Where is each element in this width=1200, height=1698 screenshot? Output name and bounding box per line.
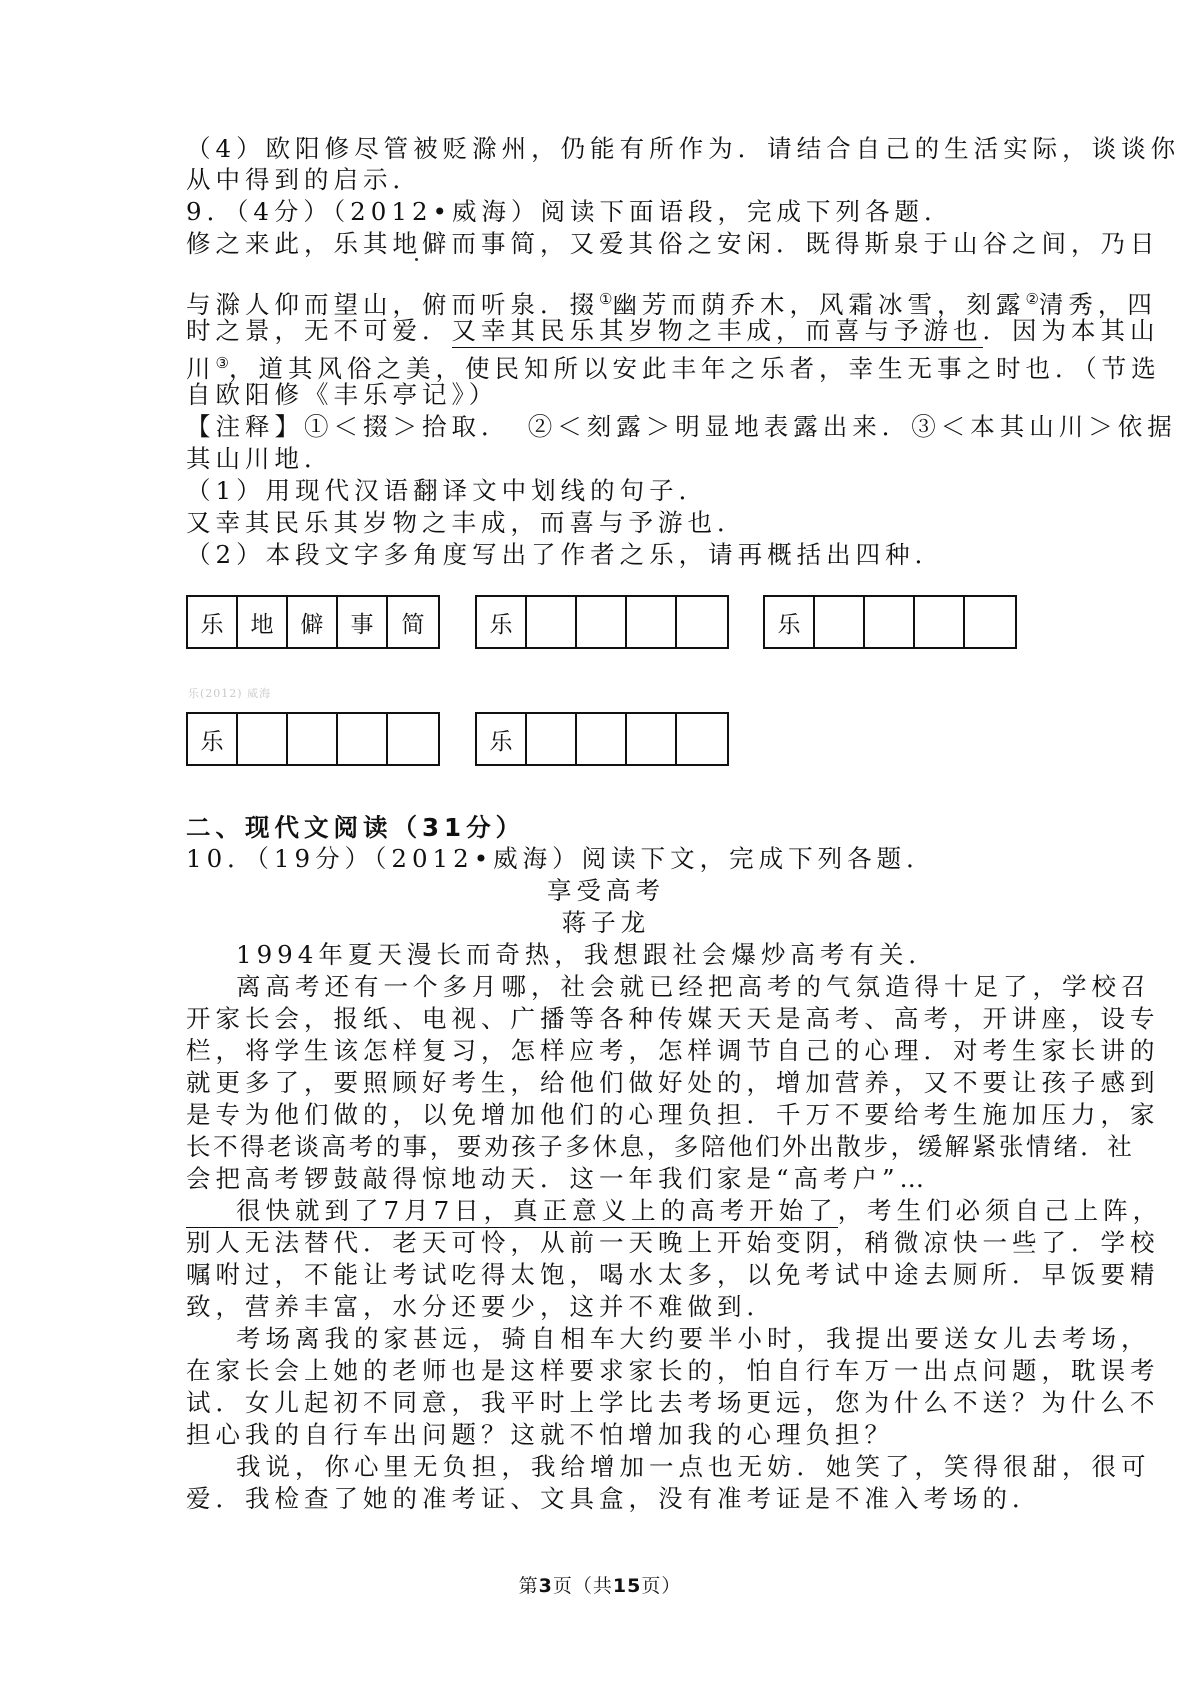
- article-line: 嘱咐过，不能让考试吃得太饱，喝水太多，以免考试中途去厕所．早饭要精: [186, 1260, 1160, 1289]
- grid-cell[interactable]: [915, 597, 965, 647]
- grid-cell[interactable]: [238, 714, 288, 764]
- passage-text: 川: [186, 354, 216, 384]
- article-line: 栏，将学生该怎样复习，怎样应考，怎样调节自己的心理．对考生家长讲的: [186, 1036, 1160, 1065]
- grid-cell[interactable]: 乐: [188, 714, 238, 764]
- grid-cell[interactable]: [627, 597, 677, 647]
- underlined-sentence: 很快就到了7月7日，真正意义上的高考开始了: [186, 1195, 838, 1228]
- footnote-mark: ①: [599, 290, 613, 308]
- q9-passage-line3: [186, 315, 1160, 348]
- footer-total-pages: 15: [612, 1575, 642, 1597]
- grid-cell[interactable]: [677, 714, 727, 764]
- section-title: 二、现代文阅读（31分）: [186, 813, 526, 842]
- article-line-underlined: [186, 1195, 1163, 1228]
- passage-text: 与滁人仰而望山，俯而听泉．掇: [186, 290, 599, 320]
- faint-watermark-text: 乐(2012) 威海: [188, 687, 272, 700]
- q9-heading: 9．（4分）（2012•威海）阅读下面语段，完成下列各题．: [186, 197, 954, 226]
- article-line: 会把高考锣鼓敲得惊地动天．这一年我们家是“高考户”…: [186, 1164, 930, 1193]
- print-speck: [415, 258, 418, 261]
- passage-text: 时之景，无不可爱．: [186, 316, 452, 345]
- article-line: 1994年夏天漫长而奇热，我想跟社会爆炒高考有关．: [236, 940, 938, 969]
- article-line: 我说，你心里无负担，我给增加一点也无妨．她笑了，笑得很甜，很可: [236, 1452, 1151, 1481]
- q9-note-line1: 【注释】①＜掇＞拾取． ②＜刻露＞明显地表露出来．③＜本其山川＞依据: [186, 412, 1177, 441]
- grid-cell[interactable]: 乐: [477, 597, 527, 647]
- passage-text: 幽芳而荫乔木，风霜冰雪，刻露: [612, 290, 1026, 320]
- grid-cell[interactable]: 乐: [477, 714, 527, 764]
- answer-grid-1[interactable]: [186, 595, 440, 649]
- footer-text: 页）: [641, 1575, 682, 1597]
- grid-cell[interactable]: [577, 597, 627, 647]
- grid-cell[interactable]: [527, 714, 577, 764]
- grid-cell[interactable]: 简: [401, 611, 425, 638]
- article-text: ，考生们必须自己上阵，: [837, 1196, 1163, 1225]
- grid-cell[interactable]: [965, 597, 1015, 647]
- grid-cell[interactable]: 僻: [288, 597, 338, 647]
- article-line: 担心我的自行车出问题？这就不怕增加我的心理负担？: [186, 1420, 894, 1449]
- q9-sub1-sentence: 又幸其民乐其岁物之丰成，而喜与予游也．: [186, 508, 747, 537]
- article-title: 享受高考: [547, 876, 665, 905]
- article-line: 试．女儿起初不同意，我平时上学比去考场更远，您为什么不送？为什么不: [186, 1388, 1160, 1417]
- article-author: 蒋子龙: [561, 908, 651, 937]
- article-line: 离高考还有一个多月哪，社会就已经把高考的气氛造得十足了，学校召: [236, 972, 1151, 1001]
- article-line: 开家长会，报纸、电视、广播等各种传媒天天是高考、高考，开讲座，设专: [186, 1004, 1160, 1033]
- article-line: 长不得老谈高考的事，要劝孩子多休息，多陪他们外出散步，缓解紧张情绪．社: [186, 1132, 1135, 1161]
- grid-cell[interactable]: [815, 597, 865, 647]
- grid-cell[interactable]: [577, 714, 627, 764]
- footer-text: 页（共: [552, 1575, 613, 1597]
- passage-text: ，道其风俗之美，使民知所以安此丰年之乐者，幸生无事之时也．（节选: [228, 354, 1161, 384]
- q9-passage-line5: 自欧阳修《丰乐亭记》）: [186, 380, 499, 409]
- q9-passage-line1: 修之来此，乐其地僻而事简，又爱其俗之安闲．既得斯泉于山谷之间，乃日: [186, 229, 1160, 258]
- grid-cell[interactable]: [338, 714, 388, 764]
- q10-heading: 10．（19分）（2012•威海）阅读下文，完成下列各题．: [186, 844, 936, 873]
- q9-sub2: （2）本段文字多角度写出了作者之乐，请再概括出四种．: [186, 540, 945, 569]
- answer-grid-4[interactable]: [186, 712, 440, 766]
- article-line: 在家长会上她的老师也是这样要求家长的，怕自行车万一出点问题，耽误考: [186, 1356, 1160, 1385]
- underlined-sentence: 又幸其民乐其岁物之丰成，而喜与予游也: [452, 315, 983, 348]
- footnote-mark: ③: [215, 354, 229, 372]
- q8-sub4-line2: 从中得到的启示．: [186, 165, 422, 194]
- passage-text: ．因为本其山: [982, 316, 1160, 345]
- q8-sub4-line1: （4）欧阳修尽管被贬滁州，仍能有所作为．请结合自己的生活实际，谈谈你: [186, 134, 1181, 163]
- grid-cell[interactable]: 乐: [765, 597, 815, 647]
- article-line: 就更多了，要照顾好考生，给他们做好处的，增加营养，又不要让孩子感到: [186, 1068, 1160, 1097]
- grid-cell[interactable]: [388, 714, 438, 764]
- grid-cell[interactable]: 乐: [188, 597, 238, 647]
- footer-text: 第: [518, 1575, 539, 1597]
- answer-grid-2[interactable]: [475, 595, 729, 649]
- grid-cell[interactable]: 事: [338, 597, 388, 647]
- article-line: 致，营养丰富，水分还要少，这并不难做到．: [186, 1292, 776, 1321]
- grid-cell[interactable]: 地: [238, 597, 288, 647]
- footnote-mark: ②: [1025, 290, 1039, 308]
- grid-cell[interactable]: [288, 714, 338, 764]
- article-line: 是专为他们做的，以免增加他们的心理负担．千万不要给考生施加压力，家: [186, 1100, 1160, 1129]
- article-line: 别人无法替代．老天可怜，从前一天晚上开始变阴，稍微凉快一些了．学校: [186, 1228, 1160, 1257]
- article-line: 考场离我的家甚远，骑自相车大约要半小时，我提出要送女儿去考场，: [236, 1324, 1151, 1353]
- grid-cell[interactable]: [627, 714, 677, 764]
- page-footer: [0, 1571, 1200, 1598]
- grid-cell[interactable]: [527, 597, 577, 647]
- q9-note-line2: 其山川地．: [186, 444, 334, 473]
- grid-cell[interactable]: [677, 597, 727, 647]
- passage-text: 清秀，四: [1038, 290, 1157, 320]
- q9-sub1: （1）用现代汉语翻译文中划线的句子．: [186, 476, 709, 505]
- answer-grid-5[interactable]: [475, 712, 729, 766]
- answer-grid-3[interactable]: [763, 595, 1017, 649]
- article-line: 爱．我检查了她的准考证、文具盒，没有准考证是不准入考场的．: [186, 1484, 1042, 1513]
- grid-cell[interactable]: [865, 597, 915, 647]
- footer-page-number: 3: [538, 1575, 553, 1597]
